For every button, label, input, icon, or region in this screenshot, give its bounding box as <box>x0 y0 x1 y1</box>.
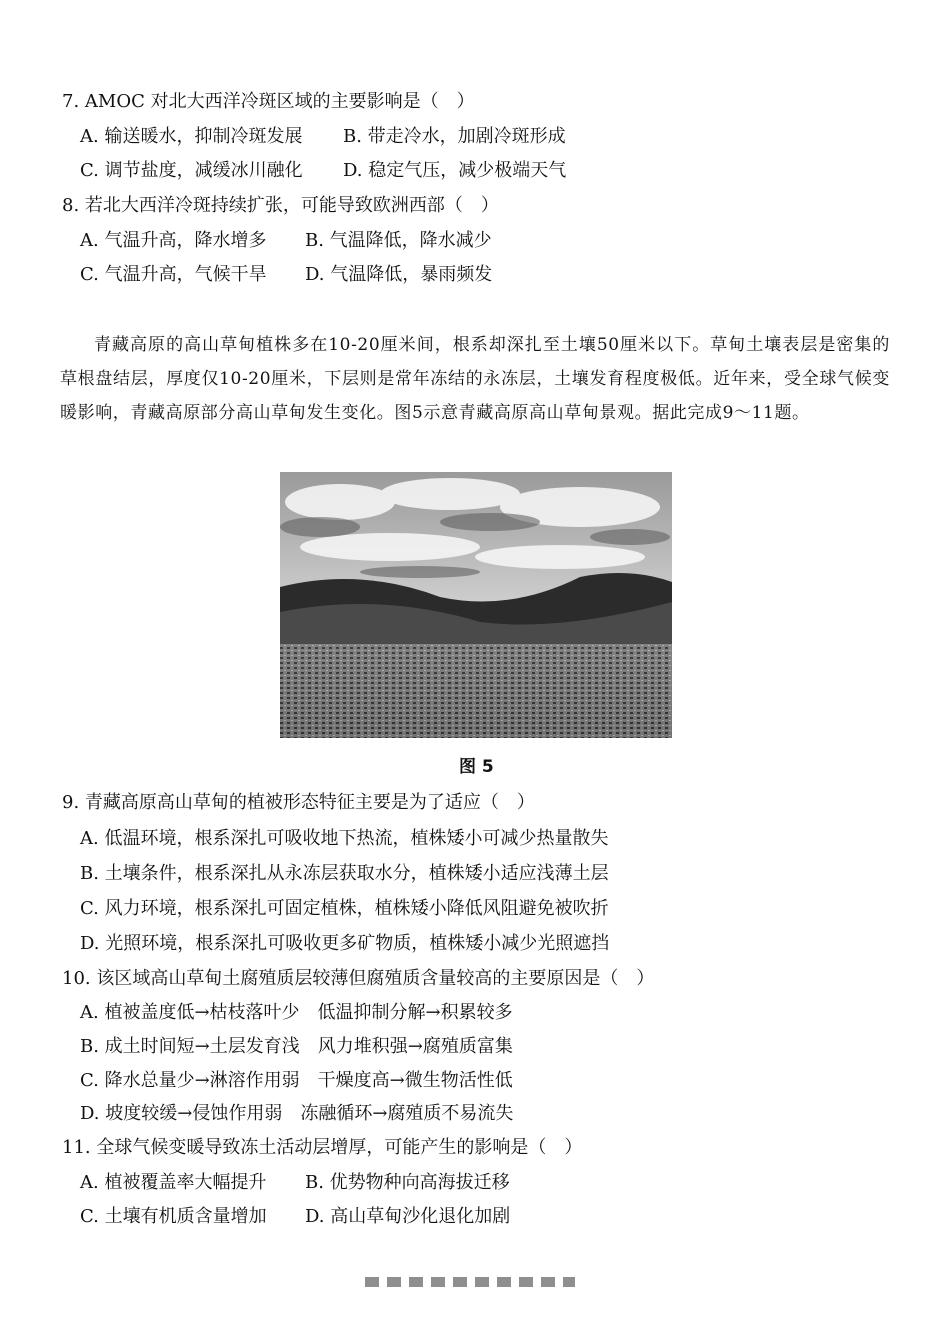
question-8-option-b[interactable]: B. 气温降低，降水减少 <box>305 230 492 251</box>
alpine-meadow-photo <box>280 472 672 738</box>
page-footer-smudge <box>365 1277 575 1287</box>
question-9-option-d[interactable]: D. 光照环境，根系深扎可吸收更多矿物质，植株矮小减少光照遮挡 <box>80 933 610 954</box>
question-11-option-d[interactable]: D. 高山草甸沙化退化加剧 <box>305 1206 511 1227</box>
question-8-stem: 8. 若北大西洋冷斑持续扩张，可能导致欧洲西部（ ） <box>62 195 499 216</box>
question-10-option-b[interactable]: B. 成土时间短→土层发育浅 风力堆积强→腐殖质富集 <box>80 1036 513 1057</box>
question-9-option-c[interactable]: C. 风力环境，根系深扎可固定植株，植株矮小降低风阻避免被吹折 <box>80 898 609 919</box>
figure-caption: 图 5 <box>459 757 494 777</box>
question-10-option-d[interactable]: D. 坡度较缓→侵蚀作用弱 冻融循环→腐殖质不易流失 <box>80 1103 514 1124</box>
question-10-option-c[interactable]: C. 降水总量少→淋溶作用弱 干燥度高→微生物活性低 <box>80 1070 513 1091</box>
question-9-option-a[interactable]: A. 低温环境，根系深扎可吸收地下热流，植株矮小可减少热量散失 <box>80 828 609 849</box>
question-7-option-d[interactable]: D. 稳定气压，减少极端天气 <box>343 160 567 181</box>
question-11-stem: 11. 全球气候变暖导致冻土活动层增厚，可能产生的影响是（ ） <box>62 1137 583 1158</box>
question-10-stem: 10. 该区域高山草甸土腐殖质层较薄但腐殖质含量较高的主要原因是（ ） <box>62 968 655 989</box>
question-7-option-c[interactable]: C. 调节盐度，减缓冰川融化 <box>80 160 303 181</box>
question-8-option-a[interactable]: A. 气温升高，降水增多 <box>80 230 267 251</box>
question-11-option-b[interactable]: B. 优势物种向高海拔迁移 <box>305 1172 510 1193</box>
passage-text: 青藏高原的高山草甸植株多在10-20厘米间，根系却深扎至土壤50厘米以下。草甸土壤表层是密集的草根盘结层，厚度仅10-20厘米，下层则是常年冻结的永冻层，土壤发育程度极低。近年来，受全球气候变暖影响，青藏高原部分高山草甸发生变化。图5示意青藏高原高山草甸景观。据此完成9～11题。 <box>60 335 890 423</box>
question-10-option-a[interactable]: A. 植被盖度低→枯枝落叶少 低温抑制分解→积累较多 <box>80 1002 513 1023</box>
question-8-option-c[interactable]: C. 气温升高，气候干旱 <box>80 264 267 285</box>
question-7-stem: 7. AMOC 对北大西洋冷斑区域的主要影响是（ ） <box>62 91 475 112</box>
question-7-option-a[interactable]: A. 输送暖水，抑制冷斑发展 <box>80 126 303 147</box>
question-11-option-a[interactable]: A. 植被覆盖率大幅提升 <box>80 1172 267 1193</box>
question-11-option-c[interactable]: C. 土壤有机质含量增加 <box>80 1206 267 1227</box>
question-8-option-d[interactable]: D. 气温降低，暴雨频发 <box>305 264 493 285</box>
question-9-stem: 9. 青藏高原高山草甸的植被形态特征主要是为了适应（ ） <box>62 792 535 813</box>
question-7-option-b[interactable]: B. 带走冷水，加剧冷斑形成 <box>343 126 566 147</box>
question-9-option-b[interactable]: B. 土壤条件，根系深扎从永冻层获取水分，植株矮小适应浅薄土层 <box>80 863 609 884</box>
